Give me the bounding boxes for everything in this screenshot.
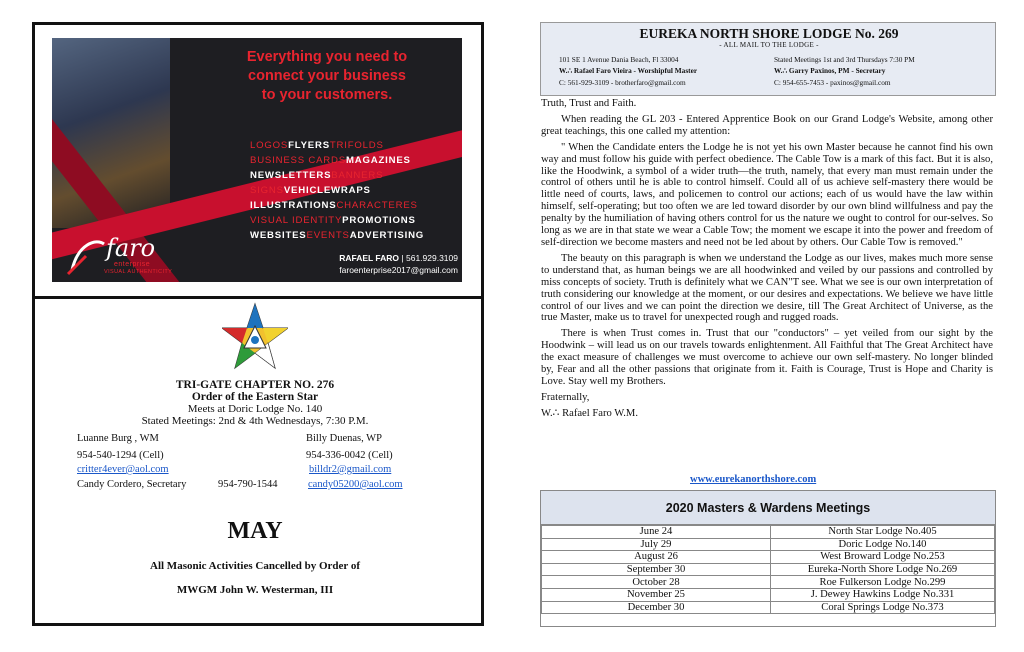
letter-paragraph: When reading the GL 203 - Entered Apprentice Book on our Grand Lodge's Website, among other great teachings, this one called my attention: [541, 113, 993, 137]
wm-phone: 954-540-1294 (Cell) [77, 450, 164, 461]
ad-service-item: WEBSITES [250, 230, 307, 241]
meeting-date: August 26 [542, 551, 771, 564]
ad-service-item: NEWSLETTERS [250, 170, 332, 181]
wp-email-link[interactable]: billdr2@gmail.com [309, 464, 392, 475]
ad-service-row [250, 198, 460, 213]
ad-service-item: ILLUSTRATIONS [250, 200, 337, 211]
ad-service-row [250, 168, 460, 183]
ad-services-list [250, 138, 460, 243]
wp-name: Billy Duenas, WP [306, 433, 382, 444]
lodge-address: 101 SE 1 Avenue Dania Beach, Fl 33004 [559, 55, 679, 64]
ad-service-item: VISUAL IDENTITY [250, 215, 343, 226]
lodge-master-contact: C: 561-929-3109 - brotherfaro@gmail.com [559, 78, 686, 87]
lodge-header [540, 22, 996, 96]
letter-closing: Fraternally, [541, 391, 590, 403]
cancellation-notice: All Masonic Activities Cancelled by Order of [150, 560, 360, 572]
eastern-star-emblem-icon [222, 302, 288, 372]
table-row [542, 551, 995, 564]
ad-headline-line: Everything you need to [246, 49, 408, 65]
meeting-date: October 28 [542, 576, 771, 589]
ad-service-item: FLYERS [288, 140, 330, 151]
meetings-title: 2020 Masters & Wardens Meetings [541, 491, 995, 525]
ad-service-item: CHARACTERES [336, 200, 418, 211]
ad-service-item: TRIFOLDS [329, 140, 384, 151]
lodge-secretary-contact: C: 954-655-7453 - paxinos@gmail.com [774, 78, 891, 87]
ad-service-item: SIGNS [250, 185, 284, 196]
ad-service-row [250, 228, 460, 243]
table-row [542, 588, 995, 601]
table-row [542, 538, 995, 551]
ad-contact-name: RAFAEL FARO [339, 253, 400, 263]
page-divider [32, 296, 484, 299]
ad-headline [202, 48, 452, 105]
logo-subtitle: enterprise [114, 261, 151, 268]
lodge-secretary: W.∴ Garry Paxinos, PM - Secretary [774, 66, 886, 75]
chapter-subtitle: Order of the Eastern Star [191, 391, 319, 403]
meeting-lodge: J. Dewey Hawkins Lodge No.331 [771, 588, 995, 601]
meeting-lodge: Eureka-North Shore Lodge No.269 [771, 563, 995, 576]
letter-quote: " When the Candidate enters the Lodge he is not yet his own Master because he cannot find his own way and must follow his guide with perfect obedience. The Cable Tow is a mark of this fact. But it is also, like the Hoodwink, a symbol of a wider truth—the truth, namely, that every man must remain under the control of others until he is able to control himself. Could all of us achieve self-mastery there would be little need of courts, laws, and policemen to control our actions; each of us would have the law within himself, self-operating; but too often we are led toward disorder by our own blind willfulness and pay the penalty by the humiliation of having others control for us the nature we ought to control for our-selves. So long as we are in that state we wear a Cable Tow; the moment we escape it into the power and freedom of self-direction we become masters and need not be led about by others. Our Cable Tow is removed." [541, 141, 993, 248]
ad-service-row [250, 138, 460, 153]
chapter-title: TRI-GATE CHAPTER NO. 276 [175, 379, 335, 391]
meeting-lodge: Doric Lodge No.140 [771, 538, 995, 551]
chapter-meets: Meets at Doric Lodge No. 140 [187, 403, 323, 415]
ad-headline-line: to your customers. [261, 87, 393, 103]
wm-email-link[interactable]: critter4ever@aol.com [77, 464, 169, 475]
ad-service-row [250, 213, 460, 228]
faro-enterprise-ad [52, 38, 462, 282]
table-row [542, 601, 995, 614]
letter-paragraph: There is when Trust comes in. Trust that our "conductors" – yet veiled from our sight by the Hoodwink – will lead us on our travels towards enlightenment. All Faithful that The Great Architect have the exact measure of challenges we must overcome to achieve our own self-mastery. No longer blinded by, Fear and all the other passions that originate from it. Faith is Courage, Trust is Hope and Charity is Love. Stay well my Brothers. [541, 328, 993, 387]
wm-name: Luanne Burg , WM [77, 433, 159, 444]
ad-contact [302, 252, 458, 276]
letter-body [541, 98, 993, 420]
meeting-lodge: Roe Fulkerson Lodge No.299 [771, 576, 995, 589]
logo-word: faro [106, 234, 156, 262]
ad-service-item: PROMOTIONS [342, 215, 416, 226]
lodge-title: EUREKA NORTH SHORE LODGE No. 269 [639, 26, 899, 41]
ad-service-item: MAGAZINES [345, 155, 411, 166]
ad-headline-line: connect your business [248, 68, 406, 84]
ad-contact-email: faroenterprise2017@gmail.com [339, 265, 458, 275]
meeting-date: September 30 [542, 563, 771, 576]
table-row [542, 576, 995, 589]
meetings-box [540, 490, 996, 627]
table-row [542, 563, 995, 576]
ad-service-row [250, 183, 460, 198]
month-heading: MAY [227, 518, 283, 544]
lodge-master: W.∴ Rafael Faro Vieira - Worshipful Master [559, 66, 698, 75]
secretary-name: Candy Cordero, Secretary [77, 479, 187, 490]
lodge-mail-note: - ALL MAIL TO THE LODGE - [719, 41, 819, 49]
ad-service-item: BANNERS [331, 170, 384, 181]
ad-service-item: ADVERTISING [349, 230, 425, 241]
ad-service-item: LOGOS [250, 140, 289, 151]
meeting-date: July 29 [542, 538, 771, 551]
meeting-lodge: West Broward Lodge No.253 [771, 551, 995, 564]
meeting-lodge: North Star Lodge No.405 [771, 526, 995, 539]
ad-service-item: VEHICLEWRAPS [283, 185, 371, 196]
chapter-stated-meetings: Stated Meetings: 2nd & 4th Wednesdays, 7:30 P.M. [141, 415, 369, 427]
logo-tagline: VISUAL AUTHENTICITY [104, 269, 173, 275]
ad-service-item: EVENTS [306, 230, 350, 241]
letter-paragraph: The beauty on this paragraph is when we understand the Lodge as our lives, makes much more sense to understand that, as human beings we are all hoodwinked and veiled by our passions and controlled by miss concepts of society. Truth is definitely what we CAN"T see. What we see is our own interpretation of truth considering our knowledge at the moment, or our desires and expectations. We believe we have little control of our lives and we can point the direction we desire, till The Great Architect of Universe, as the true Master, make us to travel for unexpected rough and rugged roads. [541, 252, 993, 324]
grand-master-name: MWGM John W. Westerman, III [176, 584, 334, 596]
ad-service-item: BUSINESS CARDS [250, 155, 346, 166]
ad-contact-phone: | 561.929.3109 [401, 253, 458, 263]
website-link[interactable]: www.eurekanorthshore.com [690, 474, 817, 485]
letter-signature: W.∴ Rafael Faro W.M. [541, 407, 638, 419]
lodge-stated-meetings: Stated Meetings 1st and 3rd Thursdays 7:30 PM [774, 55, 915, 64]
ad-service-row [250, 153, 460, 168]
meeting-lodge: Coral Springs Lodge No.373 [771, 601, 995, 614]
faro-swirl-icon [66, 236, 106, 276]
letter-heading: Truth, Trust and Faith. [541, 98, 637, 109]
meeting-date: November 25 [542, 588, 771, 601]
meeting-date: June 24 [542, 526, 771, 539]
table-row [542, 526, 995, 539]
meeting-date: December 30 [542, 601, 771, 614]
wp-phone: 954-336-0042 (Cell) [306, 450, 393, 461]
meetings-table [541, 525, 995, 614]
secretary-email-link[interactable]: candy05200@aol.com [308, 479, 403, 490]
faro-logo [66, 234, 216, 278]
secretary-phone: 954-790-1544 [218, 479, 278, 490]
